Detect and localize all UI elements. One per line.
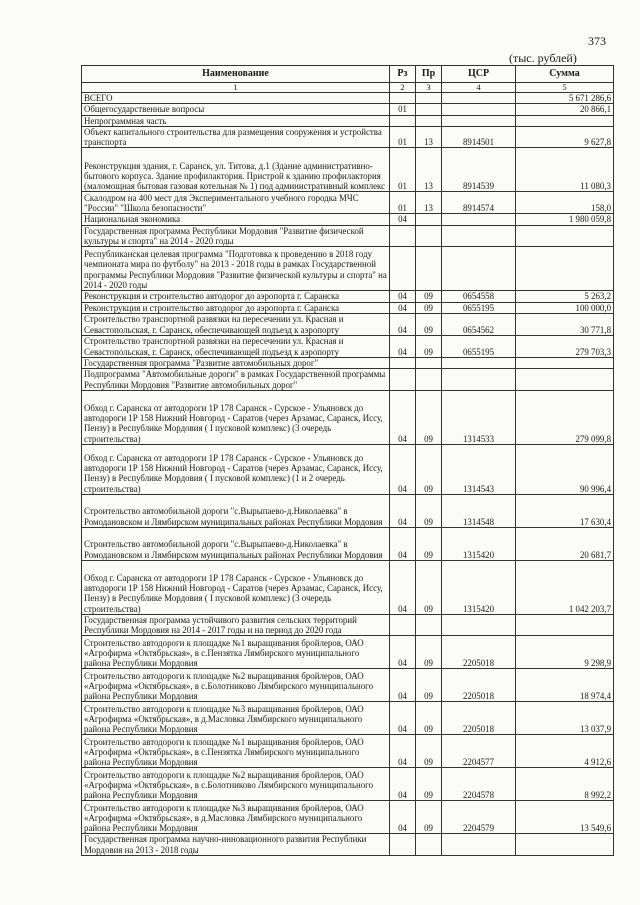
row-sum [516, 357, 614, 368]
header-row [82, 66, 614, 83]
row-csr: 2205018 [442, 636, 516, 669]
table-row [82, 768, 614, 801]
row-pr [416, 369, 442, 391]
row-rz: 04 [390, 560, 416, 614]
table-row [82, 702, 614, 735]
row-sum: 4 912,6 [516, 735, 614, 768]
row-sum: 90 996,4 [516, 444, 614, 494]
row-csr [442, 225, 516, 247]
row-sum: 13 549,6 [516, 801, 614, 834]
row-pr: 09 [416, 313, 442, 335]
row-name: Скалодром на 400 мест для Экспериментального учебного городка МЧС "России" "Школа безопасности" [82, 192, 390, 214]
col-number: 2 [390, 83, 416, 93]
row-rz [390, 247, 416, 291]
row-rz [390, 614, 416, 636]
table-row [82, 335, 614, 357]
table-row [82, 148, 614, 192]
row-rz: 04 [390, 735, 416, 768]
table-row [82, 104, 614, 115]
row-csr: 1315420 [442, 527, 516, 560]
row-csr [442, 104, 516, 115]
row-rz: 04 [390, 214, 416, 225]
row-rz: 04 [390, 527, 416, 560]
table-row [82, 302, 614, 313]
row-csr [442, 357, 516, 368]
row-rz: 01 [390, 126, 416, 148]
row-rz [390, 93, 416, 104]
row-pr [416, 115, 442, 126]
row-name: Подпрограмма "Автомобильные дороги" в рамках Государственной программы Республики Мордовия "Развитие автомобильных дорог" [82, 369, 390, 391]
row-sum [516, 225, 614, 247]
row-sum: 158,0 [516, 192, 614, 214]
row-csr [442, 214, 516, 225]
row-csr: 0654558 [442, 291, 516, 302]
row-name: Обход г. Саранска от автодороги 1Р 178 Саранск - Сурское - Ульяновск до автодороги 1Р 158 Нижний Новгород - Саратов (через Арзамас, Саранск, Иссу, Пензу) в Республике Мордовия ( I пусковой комплекс) (3 очередь строительства) [82, 560, 390, 614]
row-csr [442, 115, 516, 126]
row-rz: 04 [390, 444, 416, 494]
row-rz: 04 [390, 313, 416, 335]
row-csr: 2205018 [442, 669, 516, 702]
row-pr: 09 [416, 669, 442, 702]
row-pr: 09 [416, 390, 442, 444]
row-csr: 8914501 [442, 126, 516, 148]
row-sum: 30 771,8 [516, 313, 614, 335]
row-csr: 1314543 [442, 444, 516, 494]
table-body [82, 93, 614, 856]
col-number: 5 [516, 83, 614, 93]
row-sum: 9 627,8 [516, 126, 614, 148]
table-row [82, 313, 614, 335]
row-csr [442, 247, 516, 291]
table-row [82, 126, 614, 148]
row-name: Государственная программа устойчивого развития сельских территорий Республики Мордовия на 2014 - 2017 годы и на период до 2020 года [82, 614, 390, 636]
row-sum: 8 992,2 [516, 768, 614, 801]
row-pr: 09 [416, 801, 442, 834]
row-csr: 8914539 [442, 148, 516, 192]
row-rz: 04 [390, 669, 416, 702]
row-sum: 17 630,4 [516, 494, 614, 527]
row-sum [516, 247, 614, 291]
row-pr: 13 [416, 126, 442, 148]
row-pr [416, 614, 442, 636]
row-rz: 01 [390, 148, 416, 192]
row-sum [516, 614, 614, 636]
row-sum [516, 369, 614, 391]
row-pr [416, 93, 442, 104]
row-pr: 09 [416, 335, 442, 357]
table-row [82, 560, 614, 614]
row-sum: 13 037,9 [516, 702, 614, 735]
row-sum: 279 099,8 [516, 390, 614, 444]
row-name: Объект капитального строительства для размещения сооружения и устройства транспорта [82, 126, 390, 148]
row-rz: 01 [390, 104, 416, 115]
row-pr [416, 214, 442, 225]
row-pr [416, 247, 442, 291]
table-row [82, 801, 614, 834]
row-name: Государственная программа Республики Мордовия "Развитие физической культуры и спорта" на 2014 - 2020 годы [82, 225, 390, 247]
row-csr [442, 614, 516, 636]
row-pr: 09 [416, 560, 442, 614]
row-csr: 1314533 [442, 390, 516, 444]
table-row [82, 444, 614, 494]
table-row [82, 225, 614, 247]
row-rz: 01 [390, 192, 416, 214]
row-sum: 1 042 203,7 [516, 560, 614, 614]
row-sum: 100 000,0 [516, 302, 614, 313]
row-sum: 20 681,7 [516, 527, 614, 560]
row-name: Обход г. Саранска от автодороги 1Р 178 Саранск - Сурское - Ульяновск до автодороги 1Р 158 Нижний Новгород - Саратов (через Арзамас, Саранск, Иссу, Пензу) в Республике Мордовия ( I пусковой комплекс) (1 и 2 очередь строительства) [82, 444, 390, 494]
row-csr: 2204577 [442, 735, 516, 768]
row-rz: 04 [390, 702, 416, 735]
row-name: Республиканская целевая программа "Подготовка к проведению в 2018 году чемпионата мира по футболу" на 2013 - 2018 годы в рамках Государственной программы Республики Мордовия "Развитие физической культуры и спорта" на 2014 - 2020 годы [82, 247, 390, 291]
row-name: Государственная программа "Развитие автомобильных дорог" [82, 357, 390, 368]
row-csr: 2205018 [442, 702, 516, 735]
row-csr: 1314548 [442, 494, 516, 527]
row-pr: 13 [416, 192, 442, 214]
row-name: ВСЕГО [82, 93, 390, 104]
row-pr [416, 225, 442, 247]
row-rz: 04 [390, 801, 416, 834]
row-rz [390, 115, 416, 126]
table-row [82, 636, 614, 669]
row-rz [390, 834, 416, 856]
table-row [82, 390, 614, 444]
row-pr: 09 [416, 444, 442, 494]
row-rz: 04 [390, 291, 416, 302]
row-name: Строительство автодороги к площадке №3 выращивания бройлеров, ОАО «Агрофирма «Октябрьская», в д.Масловка Лямбирского муниципального района Республики Мордовия [82, 801, 390, 834]
row-name: Строительство автодороги к площадке №1 выращивания бройлеров, ОАО «Агрофирма «Октябрьская», в с.Пензятка Лямбирского муниципального района Республики Мордовия [82, 735, 390, 768]
row-csr [442, 834, 516, 856]
row-name: Строительство автодороги к площадке №1 выращивания бройлеров, ОАО «Агрофирма «Октябрьская», в с.Пензятка Лямбирского муниципального района Республики Мордовия [82, 636, 390, 669]
table-row [82, 247, 614, 291]
row-sum: 11 080,3 [516, 148, 614, 192]
row-csr: 0655195 [442, 335, 516, 357]
row-pr: 09 [416, 494, 442, 527]
row-rz [390, 225, 416, 247]
table-row [82, 834, 614, 856]
table-row [82, 527, 614, 560]
row-csr: 0654562 [442, 313, 516, 335]
table-row [82, 192, 614, 214]
row-name: Непрограммная часть [82, 115, 390, 126]
row-sum: 5 263,2 [516, 291, 614, 302]
row-sum: 1 980 059,8 [516, 214, 614, 225]
row-rz: 04 [390, 636, 416, 669]
row-rz: 04 [390, 335, 416, 357]
row-pr [416, 104, 442, 115]
table-row [82, 369, 614, 391]
row-sum [516, 834, 614, 856]
row-pr: 09 [416, 302, 442, 313]
table-row [82, 93, 614, 104]
header-csr: ЦСР [442, 66, 516, 83]
row-csr: 2204578 [442, 768, 516, 801]
row-csr: 8914574 [442, 192, 516, 214]
row-pr: 09 [416, 527, 442, 560]
row-pr: 13 [416, 148, 442, 192]
row-name: Реконструкция здания, г. Саранск, ул. Титова, д.1 (Здание административно-бытового корпуса. Здание профилактория. Пристрой к зданию профилактория (маломощная бытовая газовая котельная № 1) под административный комплекс [82, 148, 390, 192]
table-row [82, 735, 614, 768]
row-name: Строительство транспортной развязки на пересечении ул. Красная и Севастопольская, г. Саранск, обеспечивающей подъезд к аэропорту [82, 335, 390, 357]
col-number: 3 [416, 83, 442, 93]
units-label: (тыс. рублей) [509, 51, 577, 65]
row-name: Строительство транспортной развязки на пересечении ул. Красная и Севастопольская, г. Саранск, обеспечивающей подъезд к аэропорту [82, 313, 390, 335]
row-rz [390, 369, 416, 391]
row-csr [442, 369, 516, 391]
table-row [82, 669, 614, 702]
table-row [82, 614, 614, 636]
col-number: 1 [82, 83, 390, 93]
table-row [82, 291, 614, 302]
header-sum: Сумма [516, 66, 614, 83]
col-number: 4 [442, 83, 516, 93]
row-csr: 0655195 [442, 302, 516, 313]
row-csr: 1315420 [442, 560, 516, 614]
row-csr [442, 93, 516, 104]
row-name: Реконструкция и строительство автодорог до аэропорта г. Саранска [82, 291, 390, 302]
row-sum: 18 974,4 [516, 669, 614, 702]
row-rz [390, 357, 416, 368]
row-name: Государственная программа научно-инновационного развития Республики Мордовия на 2013 - 2018 годы [82, 834, 390, 856]
row-name: Обход г. Саранска от автодороги 1Р 178 Саранск - Сурское - Ульяновск до автодороги 1Р 158 Нижний Новгород - Саратов (через Арзамас, Саранск, Иссу, Пензу) в Республике Мордовия ( I пусковой комплекс) (3 очередь строительства) [82, 390, 390, 444]
row-sum: 279 703,3 [516, 335, 614, 357]
row-name: Строительство автодороги к площадке №2 выращивания бройлеров, ОАО «Агрофирма «Октябрьская», в с.Болотниково Лямбирского муниципального района Республики Мордовия [82, 768, 390, 801]
row-pr [416, 834, 442, 856]
budget-table [81, 65, 614, 856]
row-pr: 09 [416, 735, 442, 768]
table-row [82, 214, 614, 225]
header-pr: Пр [416, 66, 442, 83]
row-name: Строительство автомобильной дороги "с.Вырыпаево-д.Николаевка" в Ромодановском и Лямбирском муниципальных районах Республики Мордовия [82, 494, 390, 527]
row-sum [516, 115, 614, 126]
row-name: Реконструкция и строительство автодорог до аэропорта г. Саранска [82, 302, 390, 313]
page-number: 373 [588, 34, 606, 48]
row-pr: 09 [416, 291, 442, 302]
row-sum: 9 298,9 [516, 636, 614, 669]
row-rz: 04 [390, 494, 416, 527]
row-name: Национальная экономика [82, 214, 390, 225]
row-pr: 09 [416, 702, 442, 735]
table-row [82, 115, 614, 126]
column-number-row [82, 83, 614, 93]
row-pr: 09 [416, 636, 442, 669]
row-name: Строительство автодороги к площадке №3 выращивания бройлеров, ОАО «Агрофирма «Октябрьская», в д.Масловка Лямбирского муниципального района Республики Мордовия [82, 702, 390, 735]
row-sum: 20 866,1 [516, 104, 614, 115]
row-name: Строительство автомобильной дороги "с.Вырыпаево-д.Николаевка" в Ромодановском и Лямбирском муниципальных районах Республики Мордовия [82, 527, 390, 560]
row-pr: 09 [416, 768, 442, 801]
header-name: Наименование [82, 66, 390, 83]
row-name: Общегосударственные вопросы [82, 104, 390, 115]
row-rz: 04 [390, 302, 416, 313]
table-row [82, 357, 614, 368]
table-row [82, 494, 614, 527]
row-csr: 2204579 [442, 801, 516, 834]
row-rz: 04 [390, 390, 416, 444]
row-pr [416, 357, 442, 368]
row-sum: 5 671 286,6 [516, 93, 614, 104]
row-name: Строительство автодороги к площадке №2 выращивания бройлеров, ОАО «Агрофирма «Октябрьская», в с.Болотниково Лямбирского муниципального района Республики Мордовия [82, 669, 390, 702]
row-rz: 04 [390, 768, 416, 801]
header-rz: Рз [390, 66, 416, 83]
